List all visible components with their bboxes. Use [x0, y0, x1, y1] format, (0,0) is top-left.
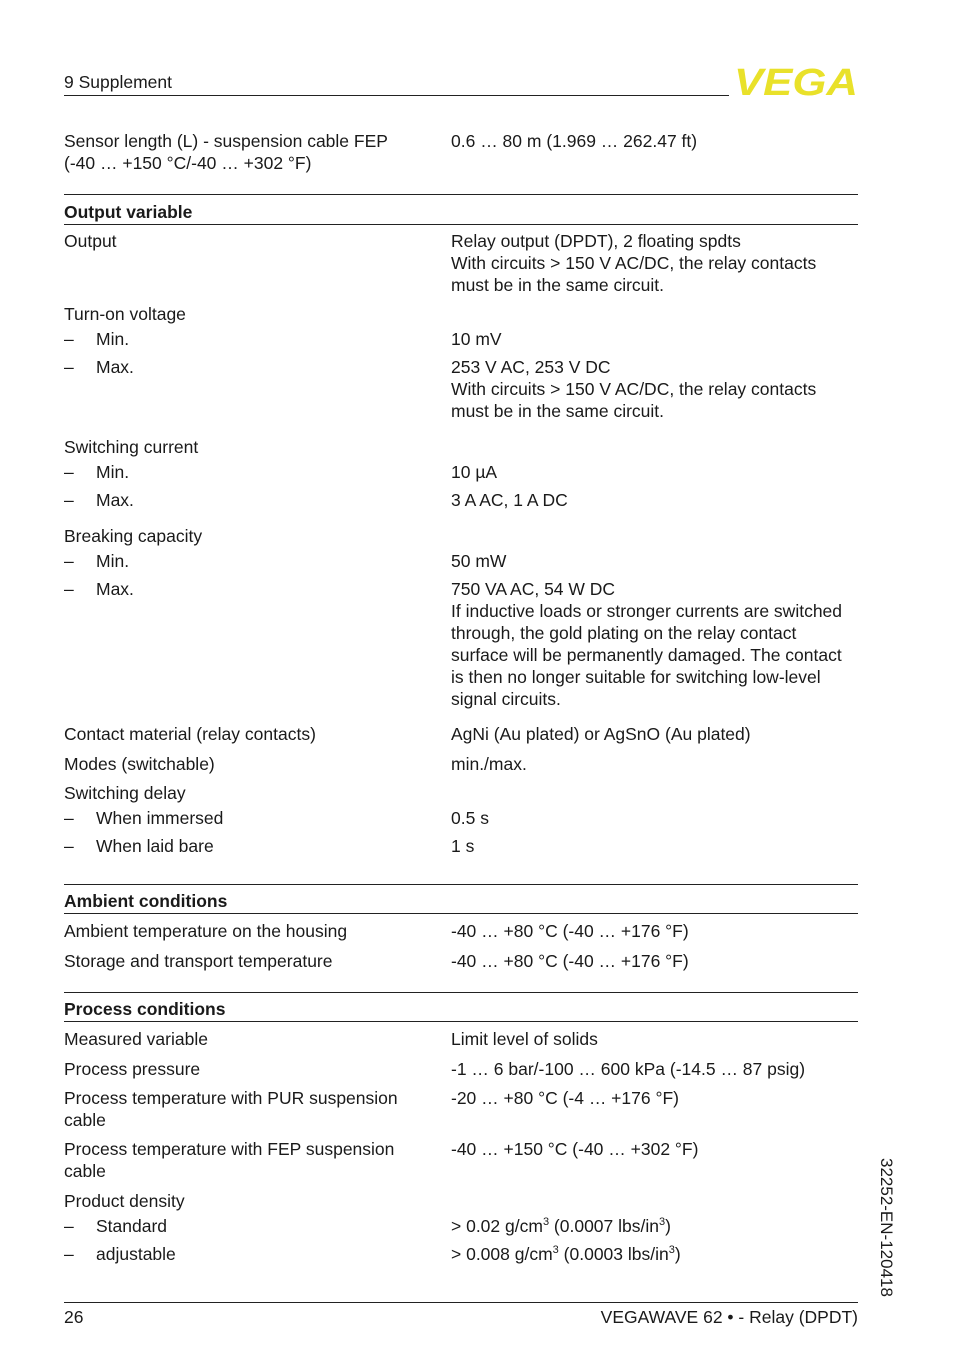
footer-rule [64, 1302, 858, 1303]
section-rule [64, 992, 858, 993]
spec-label: Process temperature with PUR suspension cable [64, 1088, 398, 1130]
spec-value: > 0.02 $g/cm^3$ (0.0007 lbs/$in^3$) [451, 1216, 671, 1236]
document-code: 32252-EN-120418 [877, 1158, 896, 1297]
spec-value: -40 … +150 °C (-40 … +302 °F) [451, 1139, 699, 1159]
spec-value: 10 mV [451, 329, 502, 349]
spec-value: -40 … +80 °C (-40 … +176 °F) [451, 951, 689, 971]
spec-value: 253 V AC, 253 V DC With circuits > 150 V AC/DC, the relay contacts must be in the same circuit. [451, 357, 817, 421]
section-title-ambient: Ambient conditions [64, 891, 228, 911]
spec-label: Ambient temperature on the housing [64, 921, 348, 941]
spec-value: 0.6 … 80 m (1.969 … 262.47 ft) [451, 131, 698, 151]
spec-value: 750 VA AC, 54 W DC If inductive loads or stronger currents are switched through, the gold plating on the relay contact surface will be permanently damaged. The contact is then no longer suitable for switching low-level signal circuits. [451, 579, 843, 709]
section-rule [64, 194, 858, 195]
spec-label: Storage and transport temperature [64, 951, 333, 971]
spec-label: Contact material (relay contacts) [64, 724, 316, 744]
footer-product: VEGAWAVE 62 • - Relay (DPDT) [600, 1307, 858, 1327]
spec-label: – Standard [64, 1216, 168, 1236]
page-number: 26 [64, 1307, 84, 1327]
section-rule [64, 224, 858, 225]
section-title-process: Process conditions [64, 999, 226, 1019]
spec-value: 10 µA [451, 462, 498, 482]
spec-label: Process temperature with FEP suspension cable [64, 1139, 395, 1181]
spec-value: Relay output (DPDT), 2 floating spdts With circuits > 150 V AC/DC, the relay contacts must be in the same circuit. [451, 231, 817, 295]
spec-label: Sensor length (L) - suspension cable FEP (-40 … +150 °C/-40 … +302 °F) [64, 131, 388, 173]
spec-value: min./max. [451, 754, 527, 774]
spec-label: Process pressure [64, 1059, 201, 1079]
spec-label: – Max. [64, 490, 134, 510]
spec-label: – When immersed [64, 808, 224, 828]
spec-label: – When laid bare [64, 836, 214, 856]
header-rule [64, 95, 729, 96]
spec-value: > 0.008 $g/cm^3$ (0.0003 lbs/$in^3$) [451, 1244, 681, 1264]
spec-label: – Max. [64, 357, 134, 377]
spec-label: – Max. [64, 579, 134, 599]
section-heading: 9 Supplement [64, 72, 172, 92]
spec-value: 1 s [451, 836, 475, 856]
spec-label: Measured variable [64, 1029, 208, 1049]
spec-value: AgNi (Au plated) or AgSnO (Au plated) [451, 724, 751, 744]
section-rule [64, 913, 858, 914]
spec-label: – Min. [64, 329, 130, 349]
spec-label: Output [64, 231, 117, 251]
spec-value: 50 mW [451, 551, 507, 571]
spec-value: -1 … 6 bar/-100 … 600 kPa (-14.5 … 87 psig) [451, 1059, 806, 1079]
spec-value: -20 … +80 °C (-4 … +176 °F) [451, 1088, 679, 1108]
spec-label: – Min. [64, 551, 130, 571]
section-rule [64, 884, 858, 885]
spec-label: – adjustable [64, 1244, 176, 1264]
section-title-output: Output variable [64, 202, 193, 222]
section-rule [64, 1021, 858, 1022]
spec-value: 0.5 s [451, 808, 489, 828]
spec-value: Limit level of solids [451, 1029, 598, 1049]
spec-value: 3 A AC, 1 A DC [451, 490, 568, 510]
spec-value: -40 … +80 °C (-40 … +176 °F) [451, 921, 689, 941]
spec-label: Modes (switchable) [64, 754, 215, 774]
spec-label: – Min. [64, 462, 130, 482]
vega-logo [734, 64, 858, 98]
logo-text: VEGA [734, 64, 858, 98]
